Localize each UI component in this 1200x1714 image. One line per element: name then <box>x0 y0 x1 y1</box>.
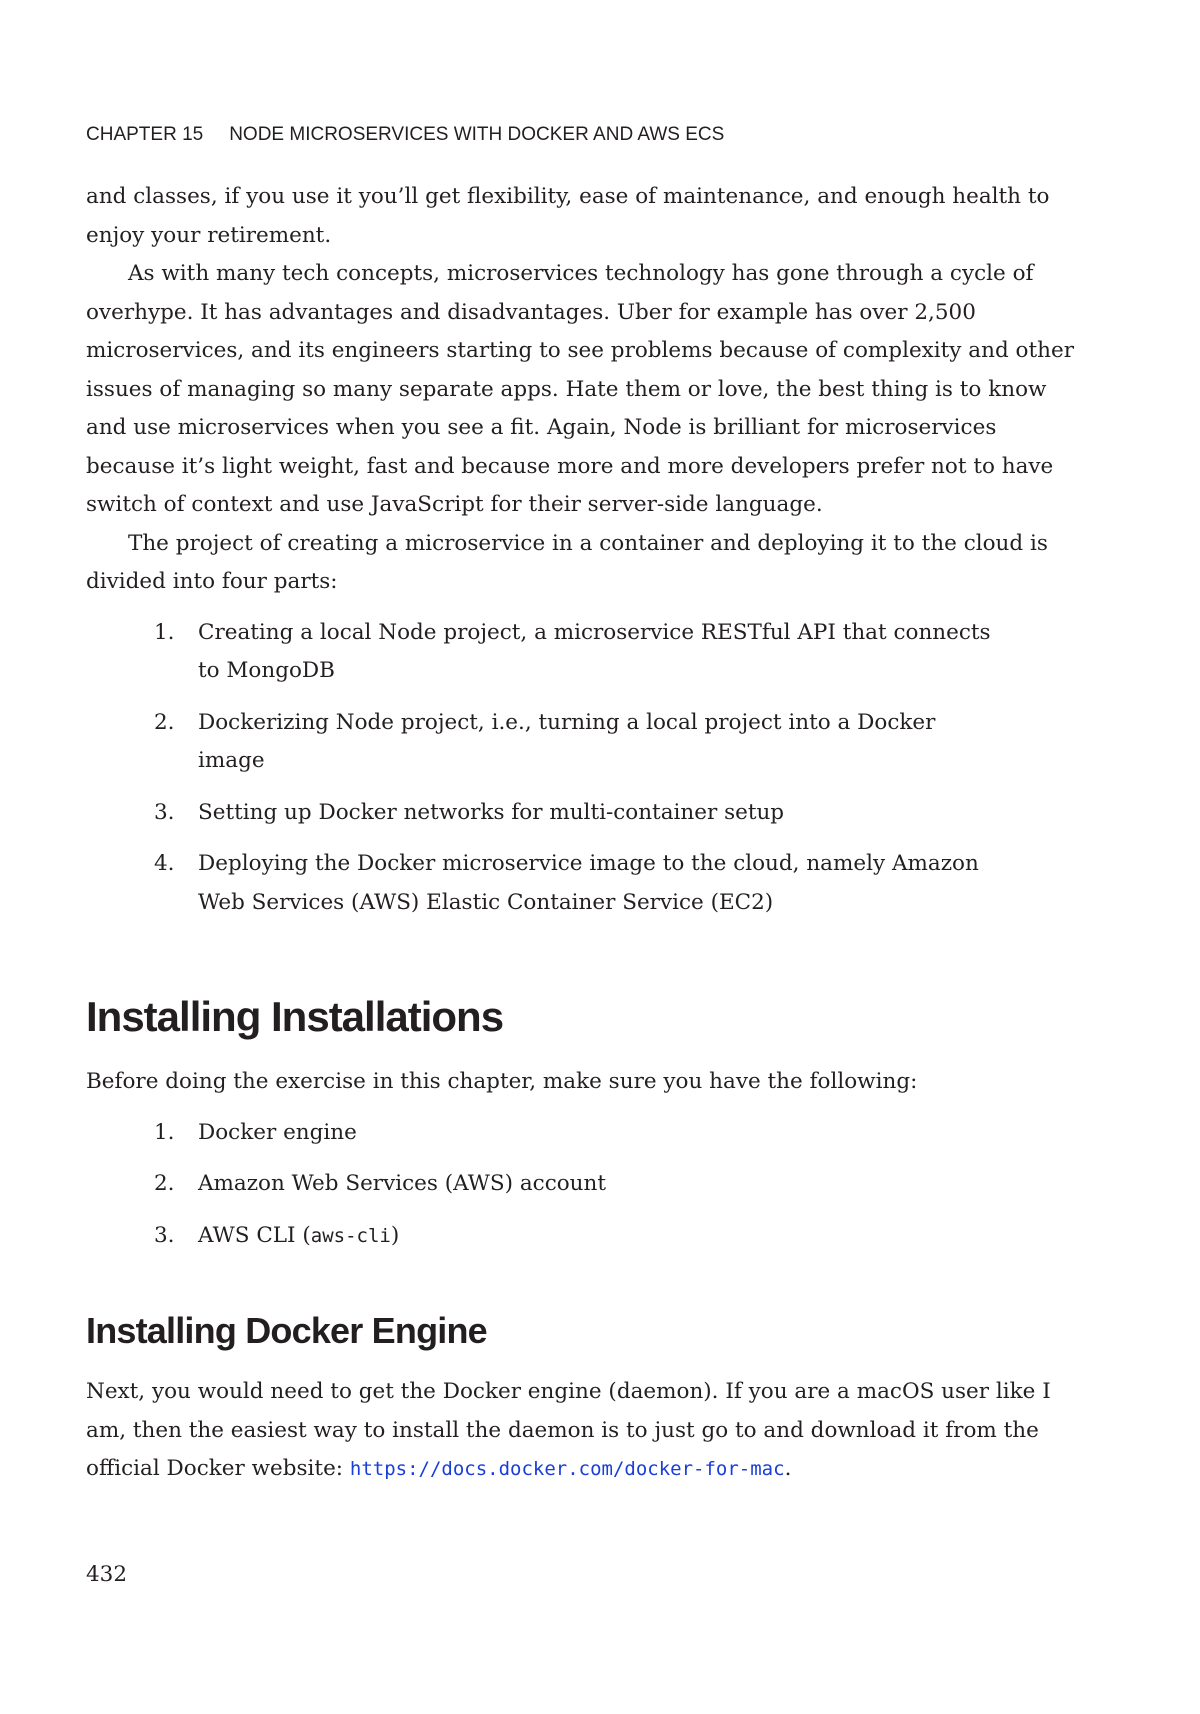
list-item <box>86 845 998 922</box>
list-item <box>86 614 998 691</box>
paragraph-2: As with many tech concepts, microservices technology has gone through a cycle of overhype. It has advantages and disadvantages. Uber for example has over 2,500 microservices, and its engineers starting to see problems because of complexity and other issues of managing so many separate apps. Hate them or love, the best thing is to know and use microservices when you see a fit. Again, Node is brilliant for microservices because it’s light weight, fast and because more and more developers prefer not to have switch of context and use JavaScript for their server-side language. <box>86 261 1074 517</box>
list-text: Amazon Web Services (AWS) account <box>198 1171 607 1196</box>
docker-engine-paragraph <box>86 1373 1086 1489</box>
list-number: 3. <box>154 1222 175 1248</box>
section-heading-docker-engine: Installing Docker Engine <box>86 1310 487 1351</box>
intro-block <box>86 178 1086 922</box>
list-item <box>86 704 998 781</box>
list-number: 4. <box>154 851 175 876</box>
list-item <box>86 794 998 833</box>
docker-engine-block <box>86 1373 1086 1489</box>
list-text: Docker engine <box>198 1119 357 1145</box>
paragraph-3: The project of creating a microservice in a container and deploying it to the cloud is divided into four parts: <box>86 530 1048 594</box>
list-text-after: ) <box>390 1222 400 1248</box>
list-text: Dockerizing Node project, i.e., turning a local project into a Docker image <box>198 709 936 773</box>
list-item <box>86 1114 998 1153</box>
list-number: 3. <box>154 799 175 825</box>
installations-block <box>86 1063 1086 1255</box>
docker-engine-text-after: . <box>784 1456 792 1481</box>
list-text: Deploying the Docker microservice image to the cloud, namely Amazon Web Services (AWS) Elastic Container Service (EC2) <box>198 851 979 915</box>
page-number: 432 <box>86 1562 128 1587</box>
installations-lead: Before doing the exercise in this chapter, make sure you have the following: <box>86 1069 918 1094</box>
list-text: Setting up Docker networks for multi-container setup <box>198 799 785 825</box>
list-number: 2. <box>154 709 175 735</box>
chapter-title: NODE MICROSERVICES WITH DOCKER AND AWS ECS <box>229 124 725 145</box>
list-number: 1. <box>154 619 175 645</box>
project-parts-list <box>86 614 1086 923</box>
docker-for-mac-link[interactable]: https://docs.docker.com/docker-for-mac <box>349 1458 785 1480</box>
list-item <box>86 1165 998 1204</box>
list-text: AWS CLI ( <box>198 1222 311 1248</box>
list-number: 1. <box>154 1119 175 1145</box>
section-heading-installations: Installing Installations <box>86 993 504 1040</box>
paragraph-1: and classes, if you use it you’ll get flexibility, ease of maintenance, and enough health to enjoy your retirement. <box>86 184 1050 248</box>
requirements-list <box>86 1114 1086 1256</box>
chapter-label: CHAPTER 15 <box>86 124 204 145</box>
list-item <box>86 1217 998 1256</box>
list-text: Creating a local Node project, a microservice RESTful API that connects to MongoDB <box>198 619 991 683</box>
docker-engine-text: Next, you would need to get the Docker engine (daemon). If you are a macOS user like I am, then the easiest way to install the daemon is to just go to and download it from the official Docker website: <box>86 1379 1051 1481</box>
running-head <box>86 124 724 146</box>
inline-code: aws-cli <box>310 1224 391 1247</box>
list-number: 2. <box>154 1171 175 1196</box>
